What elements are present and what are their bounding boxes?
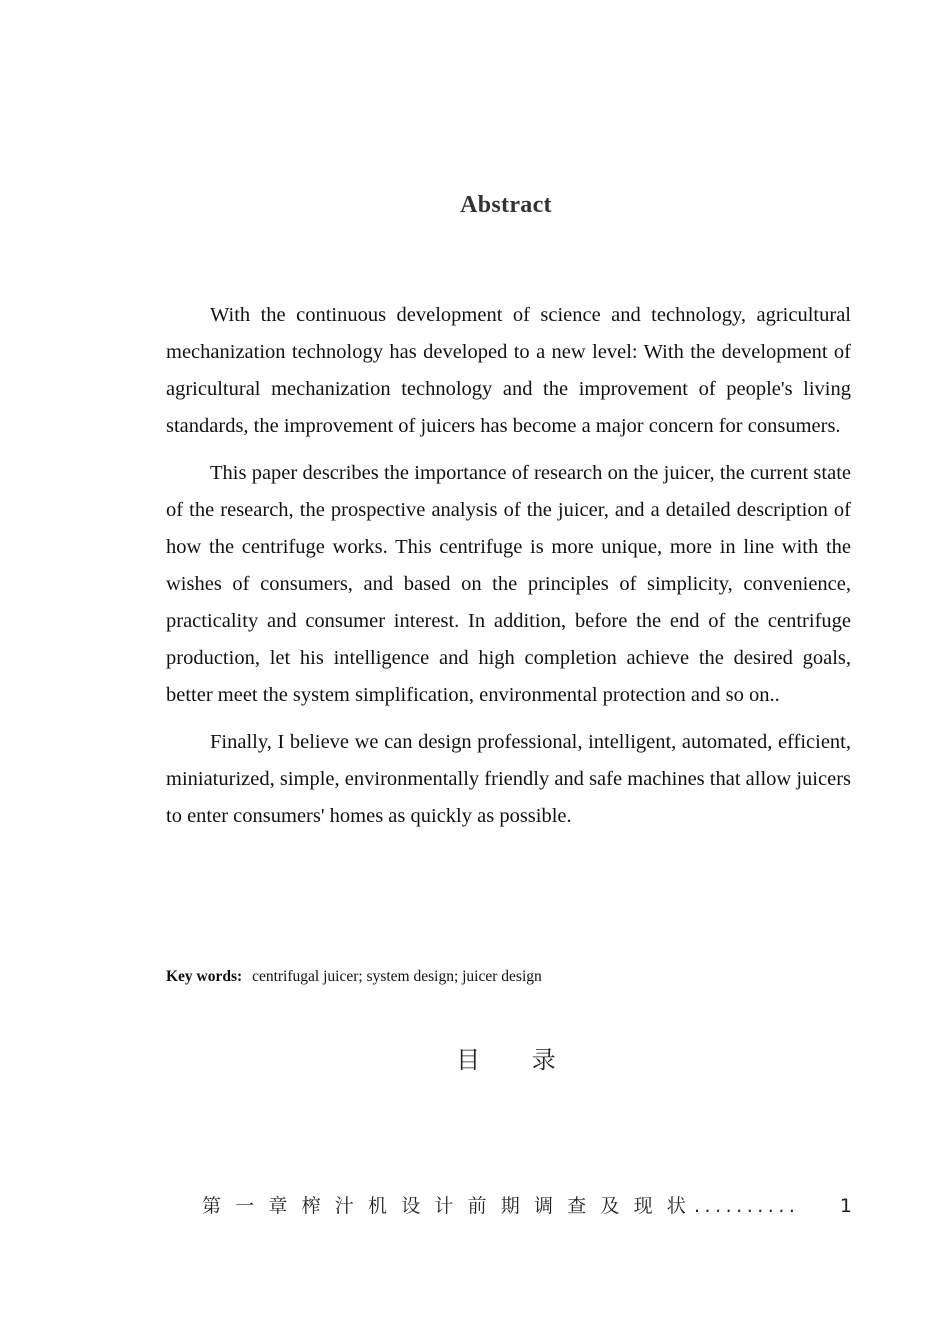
toc-entry-leader: .......... (694, 1195, 800, 1217)
abstract-paragraph: Finally, I believe we can design professional, intelligent, automated, efficient, miniaturized, simple, environmentally friendly and safe machines that allow juicers to enter consumers' homes as quickly as possible. (166, 731, 851, 827)
toc-entry[interactable] (202, 1191, 852, 1218)
abstract-body (166, 297, 851, 845)
toc-title: 目 录 (456, 1046, 578, 1074)
toc-entry-title: 第一章榨汁机设计前期调查及现状 (202, 1195, 701, 1217)
keywords-value: centrifugal juicer; system design; juicer design (252, 968, 542, 985)
keywords-label: Key words: (166, 968, 243, 985)
keywords (166, 968, 542, 986)
abstract-title: Abstract (460, 192, 552, 218)
toc-entry-page: 1 (839, 1195, 852, 1217)
abstract-paragraph: This paper describes the importance of research on the juicer, the current state of the research, the prospective analysis of the juicer, and a detailed description of how the centrifuge works. This centrifuge is more unique, more in line with the wishes of consumers, and based on the principles of simplicity, convenience, practicality and consumer interest. In addition, before the end of the centrifuge production, let his intelligence and high completion achieve the desired goals, better meet the system simplification, environmental protection and so on.. (166, 462, 851, 706)
abstract-paragraph: With the continuous development of science and technology, agricultural mechanization technology has developed to a new level: With the development of agricultural mechanization technology and the improvement of people's living standards, the improvement of juicers has become a major concern for consumers. (166, 304, 851, 437)
